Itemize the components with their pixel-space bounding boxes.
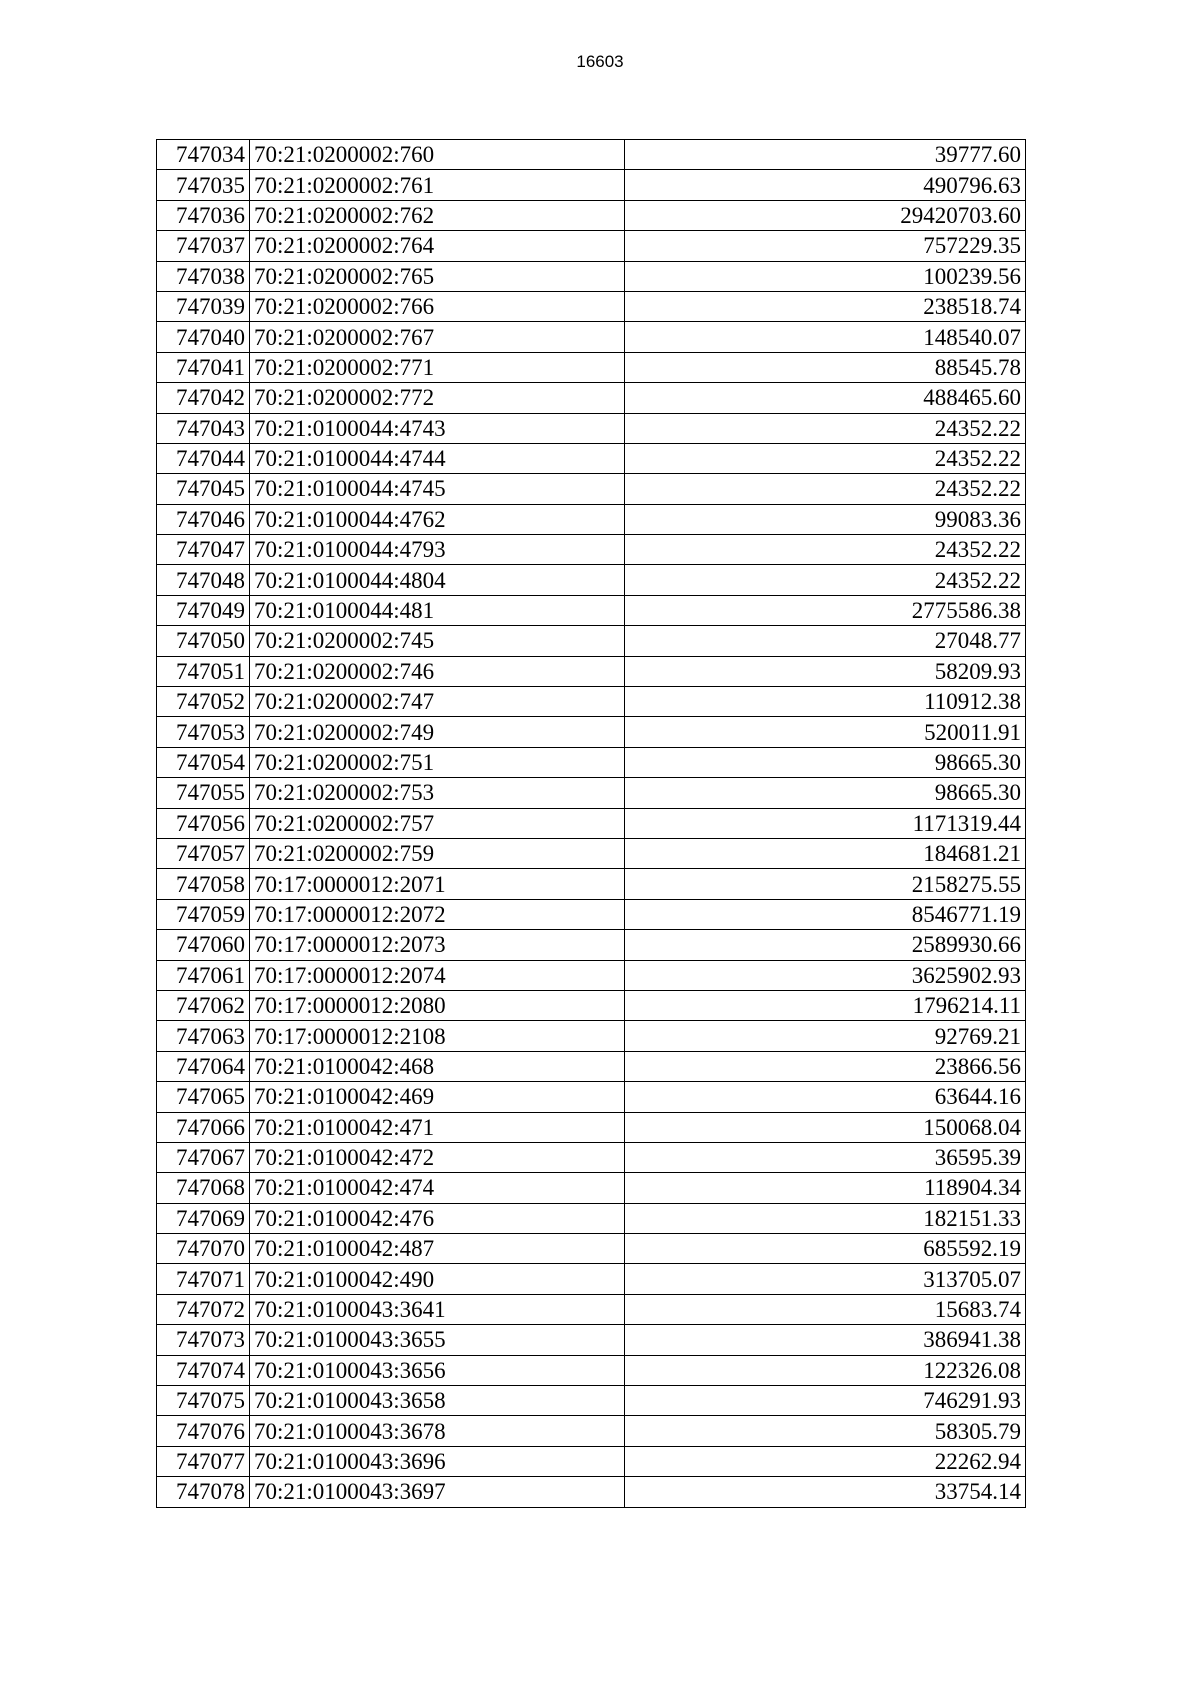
cadastral-number-cell: 70:21:0200002:765 [250,261,625,291]
row-number-cell: 747037 [157,231,250,261]
cadastral-number-cell: 70:21:0100044:4762 [250,504,625,534]
table-row [157,808,1026,838]
table-row [157,504,1026,534]
cadastral-value-cell: 2158275.55 [625,869,1026,899]
table-row [157,1446,1026,1476]
cadastral-number-cell: 70:21:0100042:471 [250,1112,625,1142]
row-number-cell: 747051 [157,656,250,686]
cadastral-value-cell: 150068.04 [625,1112,1026,1142]
table-row [157,1234,1026,1264]
table-row [157,960,1026,990]
cadastral-number-cell: 70:17:0000012:2080 [250,990,625,1020]
table-row [157,717,1026,747]
table-row [157,1477,1026,1507]
cadastral-value-cell: 520011.91 [625,717,1026,747]
row-number-cell: 747078 [157,1477,250,1507]
row-number-cell: 747075 [157,1386,250,1416]
table-row [157,1355,1026,1385]
cadastral-number-cell: 70:21:0200002:771 [250,352,625,382]
table-row [157,322,1026,352]
row-number-cell: 747077 [157,1446,250,1476]
cadastral-number-cell: 70:21:0100042:469 [250,1082,625,1112]
cadastral-value-cell: 238518.74 [625,291,1026,321]
table-row [157,1082,1026,1112]
cadastral-value-cell: 184681.21 [625,838,1026,868]
cadastral-number-cell: 70:21:0200002:761 [250,170,625,200]
cadastral-value-cell: 24352.22 [625,535,1026,565]
row-number-cell: 747039 [157,291,250,321]
cadastral-value-cell: 98665.30 [625,778,1026,808]
row-number-cell: 747041 [157,352,250,382]
cadastral-number-cell: 70:21:0100044:4745 [250,474,625,504]
cadastral-number-cell: 70:21:0200002:745 [250,626,625,656]
row-number-cell: 747043 [157,413,250,443]
table-row [157,383,1026,413]
table-row [157,474,1026,504]
cadastral-value-cell: 24352.22 [625,565,1026,595]
row-number-cell: 747035 [157,170,250,200]
table-row [157,231,1026,261]
cadastral-number-cell: 70:21:0100042:474 [250,1173,625,1203]
table-row [157,443,1026,473]
row-number-cell: 747044 [157,443,250,473]
table-row [157,413,1026,443]
cadastral-value-cell: 490796.63 [625,170,1026,200]
table-row [157,778,1026,808]
table-row [157,656,1026,686]
cadastral-value-cell: 182151.33 [625,1203,1026,1233]
cadastral-value-cell: 58305.79 [625,1416,1026,1446]
cadastral-value-cell: 1796214.11 [625,990,1026,1020]
table-row [157,1173,1026,1203]
cadastral-value-cell: 22262.94 [625,1446,1026,1476]
cadastral-value-cell: 746291.93 [625,1386,1026,1416]
row-number-cell: 747036 [157,200,250,230]
row-number-cell: 747071 [157,1264,250,1294]
table-row [157,930,1026,960]
table-row [157,1325,1026,1355]
cadastral-value-cell: 685592.19 [625,1234,1026,1264]
row-number-cell: 747038 [157,261,250,291]
table-row [157,1386,1026,1416]
table-row [157,899,1026,929]
cadastral-value-cell: 88545.78 [625,352,1026,382]
row-number-cell: 747052 [157,687,250,717]
row-number-cell: 747072 [157,1294,250,1324]
table-row [157,170,1026,200]
cadastral-value-cell: 58209.93 [625,656,1026,686]
cadastral-number-cell: 70:21:0100044:4804 [250,565,625,595]
row-number-cell: 747070 [157,1234,250,1264]
cadastral-value-cell: 2775586.38 [625,595,1026,625]
cadastral-value-cell: 3625902.93 [625,960,1026,990]
cadastral-value-cell: 8546771.19 [625,899,1026,929]
cadastral-number-cell: 70:21:0100044:481 [250,595,625,625]
cadastral-value-cell: 118904.34 [625,1173,1026,1203]
cadastral-number-cell: 70:21:0100043:3678 [250,1416,625,1446]
row-number-cell: 747069 [157,1203,250,1233]
cadastral-value-cell: 63644.16 [625,1082,1026,1112]
table-row [157,140,1026,170]
row-number-cell: 747060 [157,930,250,960]
row-number-cell: 747067 [157,1142,250,1172]
cadastral-value-cell: 24352.22 [625,474,1026,504]
row-number-cell: 747059 [157,899,250,929]
row-number-cell: 747046 [157,504,250,534]
table-row [157,1294,1026,1324]
cadastral-number-cell: 70:21:0200002:751 [250,747,625,777]
cadastral-value-cell: 100239.56 [625,261,1026,291]
table-row [157,1264,1026,1294]
cadastral-value-cell: 313705.07 [625,1264,1026,1294]
table-row [157,565,1026,595]
cadastral-number-cell: 70:21:0100043:3656 [250,1355,625,1385]
table-row [157,687,1026,717]
cadastral-value-cell: 99083.36 [625,504,1026,534]
table-row [157,200,1026,230]
cadastral-value-table [156,139,1026,1508]
row-number-cell: 747047 [157,535,250,565]
row-number-cell: 747074 [157,1355,250,1385]
cadastral-value-cell: 36595.39 [625,1142,1026,1172]
page-number: 16603 [576,52,624,71]
cadastral-number-cell: 70:21:0100042:472 [250,1142,625,1172]
table-row [157,595,1026,625]
cadastral-value-cell: 1171319.44 [625,808,1026,838]
cadastral-value-cell: 15683.74 [625,1294,1026,1324]
row-number-cell: 747034 [157,140,250,170]
cadastral-number-cell: 70:17:0000012:2071 [250,869,625,899]
cadastral-number-cell: 70:17:0000012:2108 [250,1021,625,1051]
row-number-cell: 747066 [157,1112,250,1142]
cadastral-value-cell: 29420703.60 [625,200,1026,230]
cadastral-value-cell: 110912.38 [625,687,1026,717]
cadastral-number-cell: 70:21:0200002:766 [250,291,625,321]
table-row [157,869,1026,899]
cadastral-number-cell: 70:21:0100043:3696 [250,1446,625,1476]
row-number-cell: 747073 [157,1325,250,1355]
row-number-cell: 747056 [157,808,250,838]
table-row [157,1051,1026,1081]
table-row [157,626,1026,656]
cadastral-number-cell: 70:21:0200002:767 [250,322,625,352]
table-row [157,1142,1026,1172]
table-row [157,1021,1026,1051]
cadastral-number-cell: 70:21:0200002:759 [250,838,625,868]
cadastral-value-cell: 2589930.66 [625,930,1026,960]
table-row [157,838,1026,868]
cadastral-number-cell: 70:21:0200002:753 [250,778,625,808]
cadastral-number-cell: 70:21:0100042:487 [250,1234,625,1264]
cadastral-number-cell: 70:21:0100043:3641 [250,1294,625,1324]
cadastral-value-cell: 24352.22 [625,443,1026,473]
row-number-cell: 747062 [157,990,250,1020]
table-row [157,747,1026,777]
table-row [157,535,1026,565]
cadastral-value-cell: 27048.77 [625,626,1026,656]
cadastral-number-cell: 70:17:0000012:2074 [250,960,625,990]
row-number-cell: 747061 [157,960,250,990]
table-body [157,140,1026,1508]
table-row [157,1416,1026,1446]
row-number-cell: 747049 [157,595,250,625]
row-number-cell: 747054 [157,747,250,777]
row-number-cell: 747064 [157,1051,250,1081]
cadastral-number-cell: 70:21:0100042:468 [250,1051,625,1081]
cadastral-value-cell: 33754.14 [625,1477,1026,1507]
row-number-cell: 747065 [157,1082,250,1112]
row-number-cell: 747053 [157,717,250,747]
cadastral-value-cell: 488465.60 [625,383,1026,413]
row-number-cell: 747040 [157,322,250,352]
cadastral-number-cell: 70:21:0100042:490 [250,1264,625,1294]
cadastral-number-cell: 70:21:0200002:757 [250,808,625,838]
table-row [157,291,1026,321]
cadastral-number-cell: 70:21:0100044:4744 [250,443,625,473]
table-row [157,352,1026,382]
table-row [157,261,1026,291]
cadastral-number-cell: 70:21:0100043:3658 [250,1386,625,1416]
cadastral-number-cell: 70:21:0200002:762 [250,200,625,230]
cadastral-number-cell: 70:21:0200002:746 [250,656,625,686]
cadastral-number-cell: 70:21:0200002:760 [250,140,625,170]
row-number-cell: 747042 [157,383,250,413]
row-number-cell: 747048 [157,565,250,595]
row-number-cell: 747057 [157,838,250,868]
cadastral-value-cell: 98665.30 [625,747,1026,777]
cadastral-number-cell: 70:21:0200002:749 [250,717,625,747]
cadastral-value-cell: 39777.60 [625,140,1026,170]
cadastral-value-cell: 148540.07 [625,322,1026,352]
row-number-cell: 747055 [157,778,250,808]
row-number-cell: 747050 [157,626,250,656]
cadastral-number-cell: 70:21:0100042:476 [250,1203,625,1233]
cadastral-value-cell: 92769.21 [625,1021,1026,1051]
cadastral-number-cell: 70:21:0200002:764 [250,231,625,261]
cadastral-number-cell: 70:17:0000012:2073 [250,930,625,960]
cadastral-number-cell: 70:21:0200002:772 [250,383,625,413]
row-number-cell: 747058 [157,869,250,899]
table-row [157,1112,1026,1142]
cadastral-value-cell: 122326.08 [625,1355,1026,1385]
cadastral-number-cell: 70:21:0100043:3655 [250,1325,625,1355]
cadastral-number-cell: 70:21:0100044:4793 [250,535,625,565]
cadastral-value-cell: 757229.35 [625,231,1026,261]
table-row [157,990,1026,1020]
cadastral-value-cell: 23866.56 [625,1051,1026,1081]
cadastral-number-cell: 70:21:0100044:4743 [250,413,625,443]
cadastral-value-cell: 24352.22 [625,413,1026,443]
table-row [157,1203,1026,1233]
row-number-cell: 747045 [157,474,250,504]
row-number-cell: 747068 [157,1173,250,1203]
row-number-cell: 747063 [157,1021,250,1051]
cadastral-value-cell: 386941.38 [625,1325,1026,1355]
cadastral-number-cell: 70:21:0200002:747 [250,687,625,717]
cadastral-number-cell: 70:21:0100043:3697 [250,1477,625,1507]
row-number-cell: 747076 [157,1416,250,1446]
cadastral-number-cell: 70:17:0000012:2072 [250,899,625,929]
